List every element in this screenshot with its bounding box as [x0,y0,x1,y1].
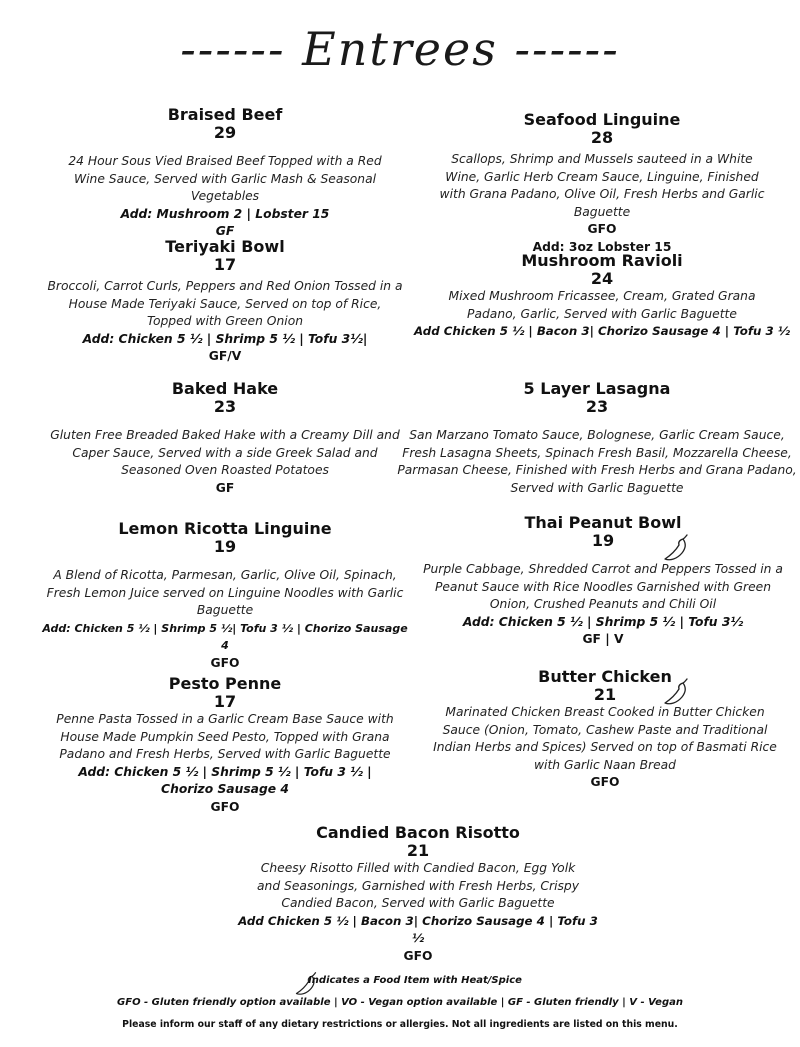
item-dietary-tag: GFO [587,222,617,236]
item-description: Marinated Chicken Breast Cooked in Butter Chicken Sauce (Onion, Tomato, Cashew Paste and Traditional Indian Herbs and Spices) Served on top of Basmati Rice with Garlic Naan Bread [433,705,777,772]
item-add-ons: Add: Chicken 5 ½ | Shrimp 5 ½ | Tofu 3 ½ | Chorizo Sausage 4 [78,764,372,796]
item-add-ons: Add: Chicken 5 ½ | Shrimp 5 ½| Tofu 3 ½ | Chorizo Sausage 4 [42,621,408,652]
item-add-ons: Add Chicken 5 ½ | Bacon 3| Chorizo Sausage 4 | Tofu 3 ½ [413,324,791,338]
item-dietary-tag: GFO [210,799,240,814]
item-description: San Marzano Tomato Sauce, Bolognese, Garlic Cream Sauce, Fresh Lasagna Sheets, Spinach Fresh Basil, Mozzarella Cheese, Parmasan Cheese, Finished with Fresh Herbs and Grana Padano, Served with Garlic Baguette [397,428,797,495]
menu-item-thai-peanut-bowl [418,513,788,649]
item-name: Lemon Ricotta Linguine [118,519,332,538]
item-description: Purple Cabbage, Shredded Carrot and Peppers Tossed in a Peanut Sauce with Rice Noodles Garnished with Green Onion, Crushed Peanuts and Chili Oil [423,562,783,611]
item-description: 24 Hour Sous Vied Braised Beef Topped with a Red Wine Sauce, Served with Garlic Mash & Seasonal Vegetables [68,154,382,203]
item-add-ons: Add: Chicken 5 ½ | Shrimp 5 ½ | Tofu 3½| [82,331,368,346]
item-description: Cheesy Risotto Filled with Candied Bacon, Egg Yolk and Seasonings, Garnished with Fresh Herbs, Crispy Candied Bacon, Served with Garlic Baguette [257,861,579,910]
legend-dietary-codes: GFO - Gluten friendly option available | VO - Vegan option available | GF - Gluten friendly | V - Vegan [117,997,683,1008]
menu-item-baked-hake [45,379,405,497]
item-description: Scallops, Shrimp and Mussels sauteed in a White Wine, Garlic Herb Cream Sauce, Linguine, Finished with Grana Padano, Olive Oil, Fresh Herbs and Garlic Baguette [439,152,765,219]
item-name: Mushroom Ravioli [521,251,683,270]
item-name: Teriyaki Bowl [165,237,285,256]
section-title: ------ Entrees ------ [180,22,620,76]
item-name: Braised Beef [167,105,283,124]
menu-item-seafood-linguine [432,110,772,256]
item-description: Broccoli, Carrot Curls, Peppers and Red Onion Tossed in a House Made Teriyaki Sauce, Served on top of Rice, Topped with Green Onion [47,279,403,328]
item-price: 23 [585,397,609,416]
item-name: Butter Chicken [538,667,672,686]
menu-item-candied-bacon-risotto [232,823,604,965]
item-price: 28 [590,128,614,147]
item-price: 19 [213,537,237,556]
menu-item-teriyaki-bowl [45,237,405,366]
item-add-ons: Add: Mushroom 2 | Lobster 15 [120,206,330,221]
item-add-ons: Add Chicken 5 ½ | Bacon 3| Chorizo Sausage 4 | Tofu 3 ½ [238,913,598,945]
item-price: 19 [591,531,615,550]
item-price: 24 [590,269,614,288]
item-name: Candied Bacon Risotto [316,823,520,842]
menu-item-lemon-ricotta-linguine [40,519,410,672]
menu-item-5-layer-lasagna [397,379,797,497]
item-name: Thai Peanut Bowl [524,513,682,532]
menu-item-braised-beef [45,105,405,241]
item-name: Baked Hake [171,379,279,398]
item-name: 5 Layer Lasagna [523,379,671,398]
legend-spice-label: Indicates a Food Item with Heat/Spice [308,975,522,986]
menu-item-mushroom-ravioli [412,251,792,341]
item-add-ons: Add: 3oz Lobster 15 [532,239,672,254]
item-price: 17 [213,255,237,274]
menu-item-pesto-penne [55,674,395,816]
item-description: Penne Pasta Tossed in a Garlic Cream Base Sauce with House Made Pumpkin Seed Pesto, Topped with Grana Padano and Fresh Herbs, Served with Garlic Baguette [56,712,394,761]
item-price: 29 [213,123,237,142]
chili-pepper-icon [661,677,691,707]
item-dietary-tag: GFO [210,655,240,670]
item-add-ons: Add: Chicken 5 ½ | Shrimp 5 ½ | Tofu 3½ [462,614,744,629]
item-dietary-tag: GF [215,480,235,495]
item-name: Seafood Linguine [523,110,681,129]
item-price: 21 [406,841,430,860]
item-dietary-tag: GFO [590,775,620,789]
item-price: 21 [593,685,617,704]
item-price: 23 [213,397,237,416]
chili-pepper-icon [661,533,691,563]
item-description: Mixed Mushroom Fricassee, Cream, Grated Grana Padano, Garlic, Served with Garlic Baguette [448,289,756,321]
item-dietary-tag: GF/V [208,349,242,363]
item-name: Pesto Penne [168,674,282,693]
item-dietary-tag: GF [215,224,235,238]
item-price: 17 [213,692,237,711]
item-dietary-tag: GFO [403,948,433,963]
item-description: A Blend of Ricotta, Parmesan, Garlic, Olive Oil, Spinach, Fresh Lemon Juice served on Linguine Noodles with Garlic Baguette [46,568,404,617]
legend-spice-text [0,975,800,986]
item-dietary-tag: GF | V [582,632,624,646]
item-description: Gluten Free Breaded Baked Hake with a Creamy Dill and Caper Sauce, Served with a side Greek Salad and Seasoned Oven Roasted Potatoes [50,428,400,477]
allergy-note: Please inform our staff of any dietary restrictions or allergies. Not all ingredients are listed on this menu. [122,1019,678,1030]
menu-item-butter-chicken [425,667,785,792]
